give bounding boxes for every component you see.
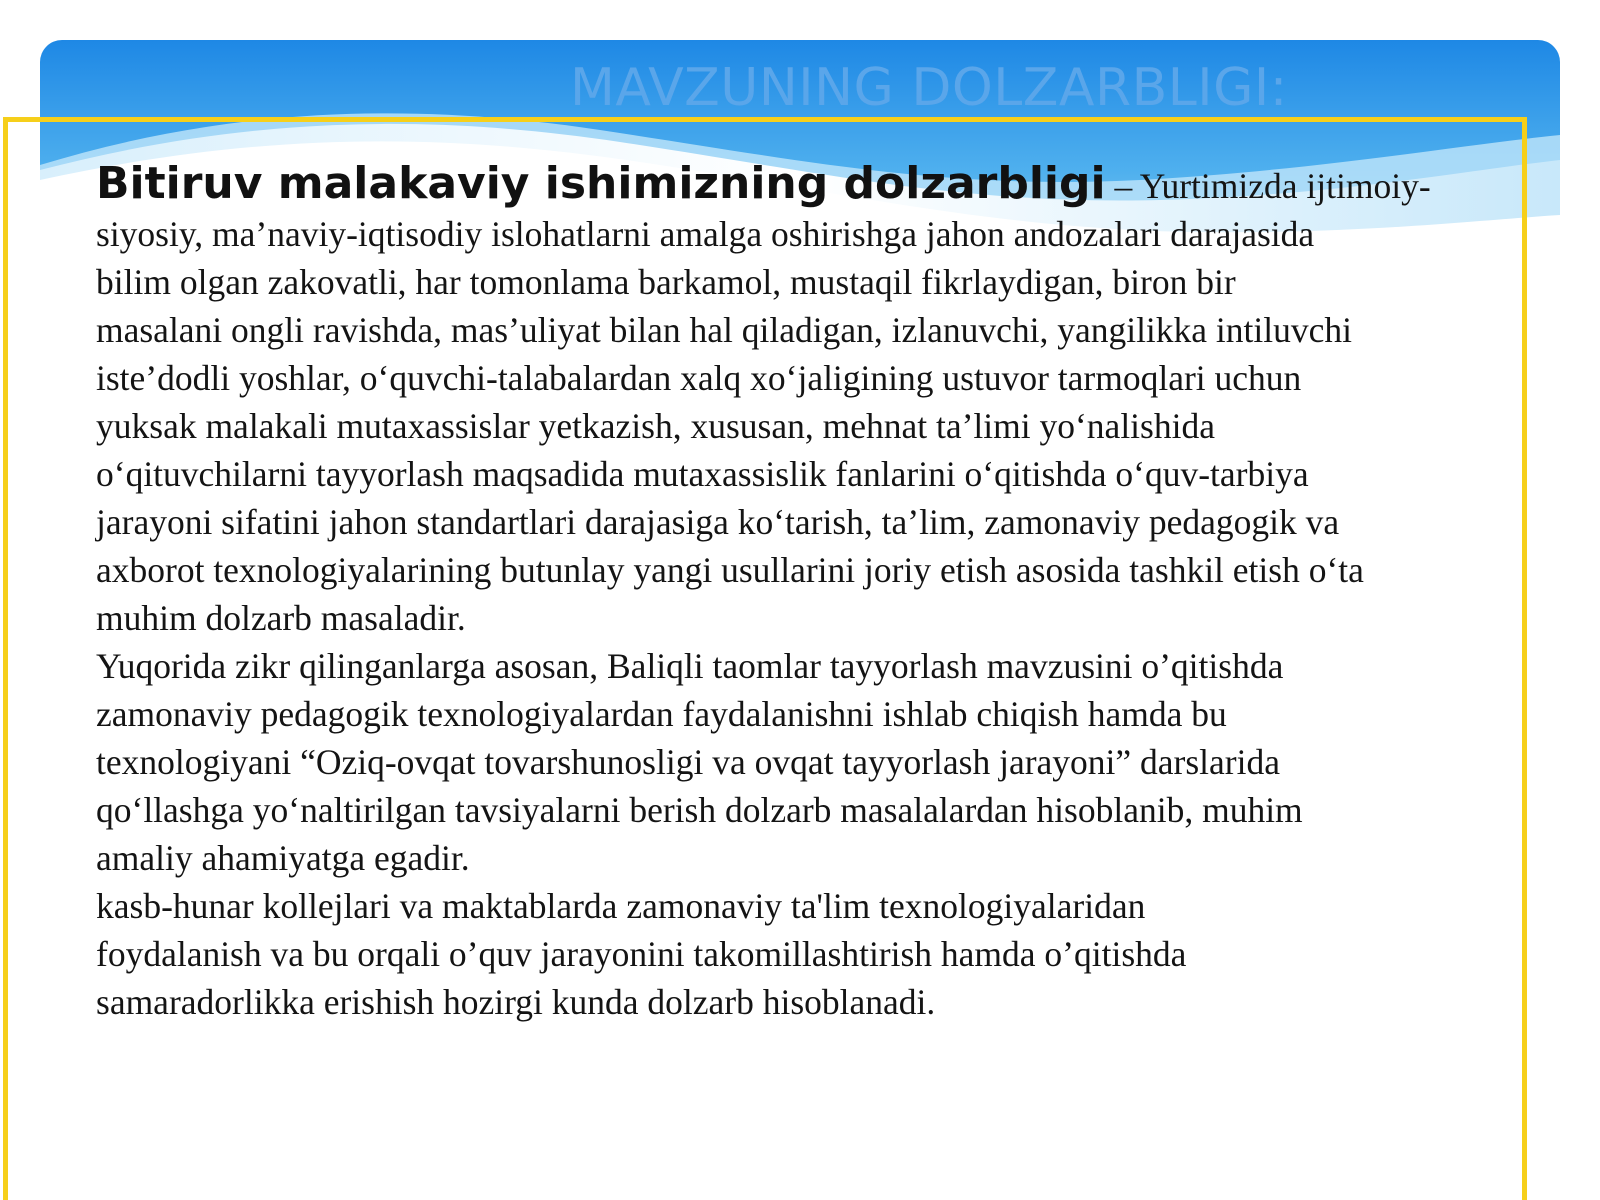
lead-heading: Bitiruv malakaviy ishimizning dolzarbligi (96, 158, 1106, 209)
paragraph-based-on: Yuqorida zikr qilinganlarga asosan, Baliqli taomlar tayyorlash mavzusini o’qitishda zamonaviy pedagogik texnologiyalardan faydalanishni ishlab chiqish hamda bu texnologiyani “Oziq-ovqat tovarshunosligi va ovqat tayyorlash jarayoni” darslarida qo‘llashga yo‘naltirilgan tavsiyalarni berish dolzarb masalalardan hisoblanib, muhim amaliy ahamiyatga egadir. (96, 646, 1303, 878)
slide-title: MAVZUNING DOLZARBLIGI: (570, 58, 1288, 118)
paragraph-colleges: kasb-hunar kollejlari va maktablarda zamonaviy ta'lim texnologiyalaridan foydalanish va bu orqali o’quv jarayonini takomillashtirish hamda o’qitishda samaradorlikka erishish hozirgi kunda dolzarb hisoblanadi. (96, 886, 1187, 1022)
paragraph-relevance-text: – Yurtimizda ijtimoiy- siyosiy, ma’naviy-iqtisodiy islohatlarni amalga oshirishga jahon andozalari darajasida bilim olgan zakovatli, har tomonlama barkamol, mustaqil fikrlaydigan, biron bir masalani ongli ravishda, mas’uliyat bilan hal qiladigan, izlanuvchi, yangilikka intiluvchi iste’dodli yoshlar, o‘quvchi-talabalardan xalq xo‘jaligining ustuvor tarmoqlari uchun yuksak malakali mutaxassislar yetkazish, xususan, mehnat ta’limi yo‘nalishida o‘qituvchilarni tayyorlash maqsadida mutaxassislik fanlarini o‘qitishda o‘quv-tarbiya jarayoni sifatini jahon standartlari darajasiga ko‘tarish, ta’lim, zamonaviy pedagogik va axborot texnologiyalarining butunlay yangi usullarini joriy etish asosida tashkil etish o‘ta muhim dolzarb masaladir. (96, 166, 1431, 638)
slide-content (96, 160, 1526, 1026)
paragraph-relevance (96, 160, 1526, 642)
